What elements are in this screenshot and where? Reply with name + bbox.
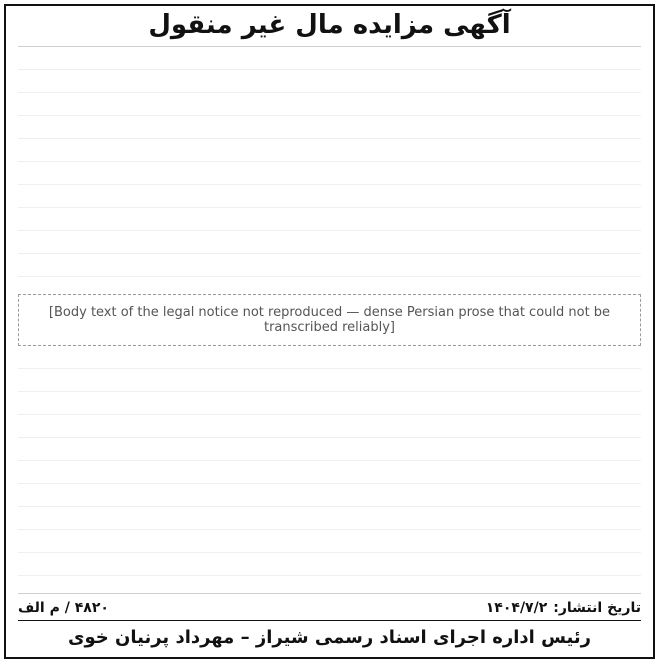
body-not-reproduced-notice: [Body text of the legal notice not reproduced — dense Persian prose that could not be transcribed reliably] — [18, 294, 641, 346]
signature-divider — [18, 620, 641, 621]
publication-meta-row — [18, 600, 641, 616]
publication-date-label: تاریخ انتشار: — [553, 600, 641, 616]
publication-date-group — [486, 600, 641, 616]
reference-number: ۴۸۲۰ / م الف — [18, 600, 109, 616]
signature-line: رئیس اداره اجرای اسناد رسمی شیراز – مهرداد پرنیان خوی — [67, 627, 592, 648]
notice-title: آگهی مزایده مال غیر منقول — [148, 10, 511, 40]
publication-date: ۱۴۰۴/۷/۲ — [485, 600, 548, 616]
notice-frame — [4, 4, 655, 659]
notice-body — [18, 46, 641, 594]
